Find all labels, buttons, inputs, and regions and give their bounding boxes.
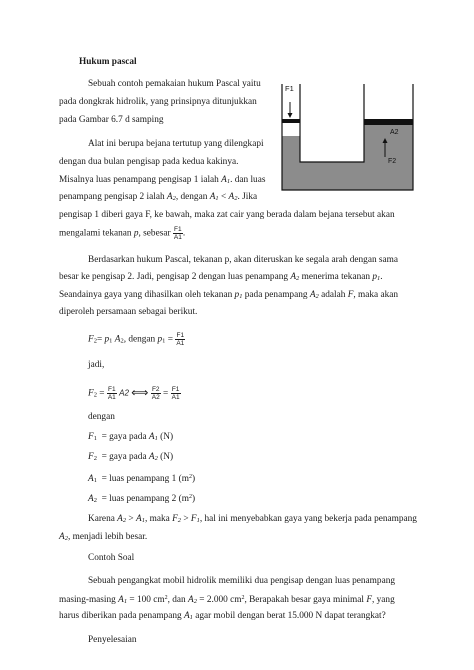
contoh-soal-label: Contoh Soal xyxy=(88,553,135,563)
paragraph-line: mengalami tekanan p, sebesar $\frac{F1}{A1}$ . xyxy=(59,226,186,241)
fraction-f1-a1: $\frac{F1}{A1}$ xyxy=(107,386,116,401)
paragraph-line: Alat ini berupa bejana tertutup yang dilengkapi xyxy=(88,139,264,149)
arrow-down-icon xyxy=(288,113,293,118)
paragraph-line: Sebuah pengangkat mobil hidrolik memiliki dua pengisap dengan luas penampang xyxy=(88,576,395,586)
fraction-f1-a1: $\frac{F1}{A1}$ xyxy=(176,332,185,347)
paragraph-line: Sebuah contoh pemakaian hukum Pascal yaitu xyxy=(88,79,261,89)
definition-a1: A1 = luas penampang 1 $(m^2)$ xyxy=(88,474,196,484)
fraction-f2-a2: $\frac{F2}{A2}$ xyxy=(151,386,160,401)
paragraph-line: Seandainya gaya yang dihasilkan oleh tekanan p1 pada penampang A2 adalah F, maka akan xyxy=(59,290,399,300)
dengan-label: dengan xyxy=(88,412,115,422)
equation-ratio: F2 = $\frac{F1}{A1}$ A2 ⟺ $\frac{F2}{A2}$ = $\frac{F1}{A1}$ xyxy=(88,385,180,401)
definition-a2: A2 = luas penampang 2 $(m^2)$ xyxy=(88,494,196,504)
paragraph-line: masing-masing A1 = 100 $cm^2$, dan A2 = 2.000 $cm^2$, Berapakah besar gaya minimal F, yang xyxy=(59,595,395,605)
paragraph-line: pada dongkrak hidrolik, yang prinsipnya ditunjukkan xyxy=(59,97,257,107)
penyelesaian-label: Penyelesaian xyxy=(88,635,137,645)
piston-2 xyxy=(364,119,413,125)
fluid-left-column xyxy=(282,136,300,190)
paragraph-line: Berdasarkan hukum Pascal, tekanan p, akan diteruskan ke segala arah dengan sama xyxy=(88,255,399,265)
jadi-label: jadi, xyxy=(88,360,105,370)
fluid-connector xyxy=(300,162,364,190)
section-heading: Hukum pascal xyxy=(79,57,137,67)
f2-label: F2 xyxy=(388,158,397,165)
paragraph-line: besar ke pengisap 2. Jadi, pengisap 2 dengan luas penampang A2 menerima tekanan p1. xyxy=(59,272,383,282)
paragraph-line: Karena A2 > A1, maka F2 > F1, hal ini menyebabkan gaya yang bekerja pada penampang xyxy=(88,514,417,524)
a2-label: A2 xyxy=(390,129,399,136)
piston-1 xyxy=(282,119,300,123)
fraction-f1-a1: $\frac{F1}{A1}$ xyxy=(171,386,180,401)
paragraph-line: dengan dua bulan pengisap pada kedua kakinya. xyxy=(59,157,239,167)
f1-label: F1 xyxy=(285,84,294,93)
paragraph-line: penampang pengisap 2 ialah A2, dengan A1 < A2. Jika xyxy=(59,192,258,202)
equation-f2: F2= p1 A2, dengan p1 = $\frac{F1}{A1}$ xyxy=(88,332,185,347)
paragraph-line: pengisap 1 diberi gaya F, ke bawah, maka zat cair yang berada dalam bejana tersebut akan xyxy=(59,210,395,220)
paragraph-line: pada Gambar 6.7 d samping xyxy=(59,115,164,125)
definition-f2: F2 = gaya pada A2 (N) xyxy=(88,452,174,462)
paragraph-line: A2, menjadi lebih besar. xyxy=(59,532,148,542)
hydraulic-press-diagram xyxy=(278,84,418,202)
definition-f1: F1 = gaya pada A1 (N) xyxy=(88,432,174,442)
vessel-inner-wall xyxy=(300,84,364,162)
a1-label: A1 xyxy=(284,127,293,134)
paragraph-line: diperoleh persamaan sebagai berikut. xyxy=(59,307,198,317)
fraction-f1-a1: $\frac{F1}{A1}$ xyxy=(173,226,182,241)
equivalence-arrow-icon: ⟺ xyxy=(131,385,149,400)
paragraph-line: harus diberikan pada penampang A1 agar mobil dengan berat 15.000 N dapat terangkat? xyxy=(59,611,386,621)
paragraph-line: Misalnya luas penampang pengisap 1 ialah A1. dan luas xyxy=(59,175,266,185)
